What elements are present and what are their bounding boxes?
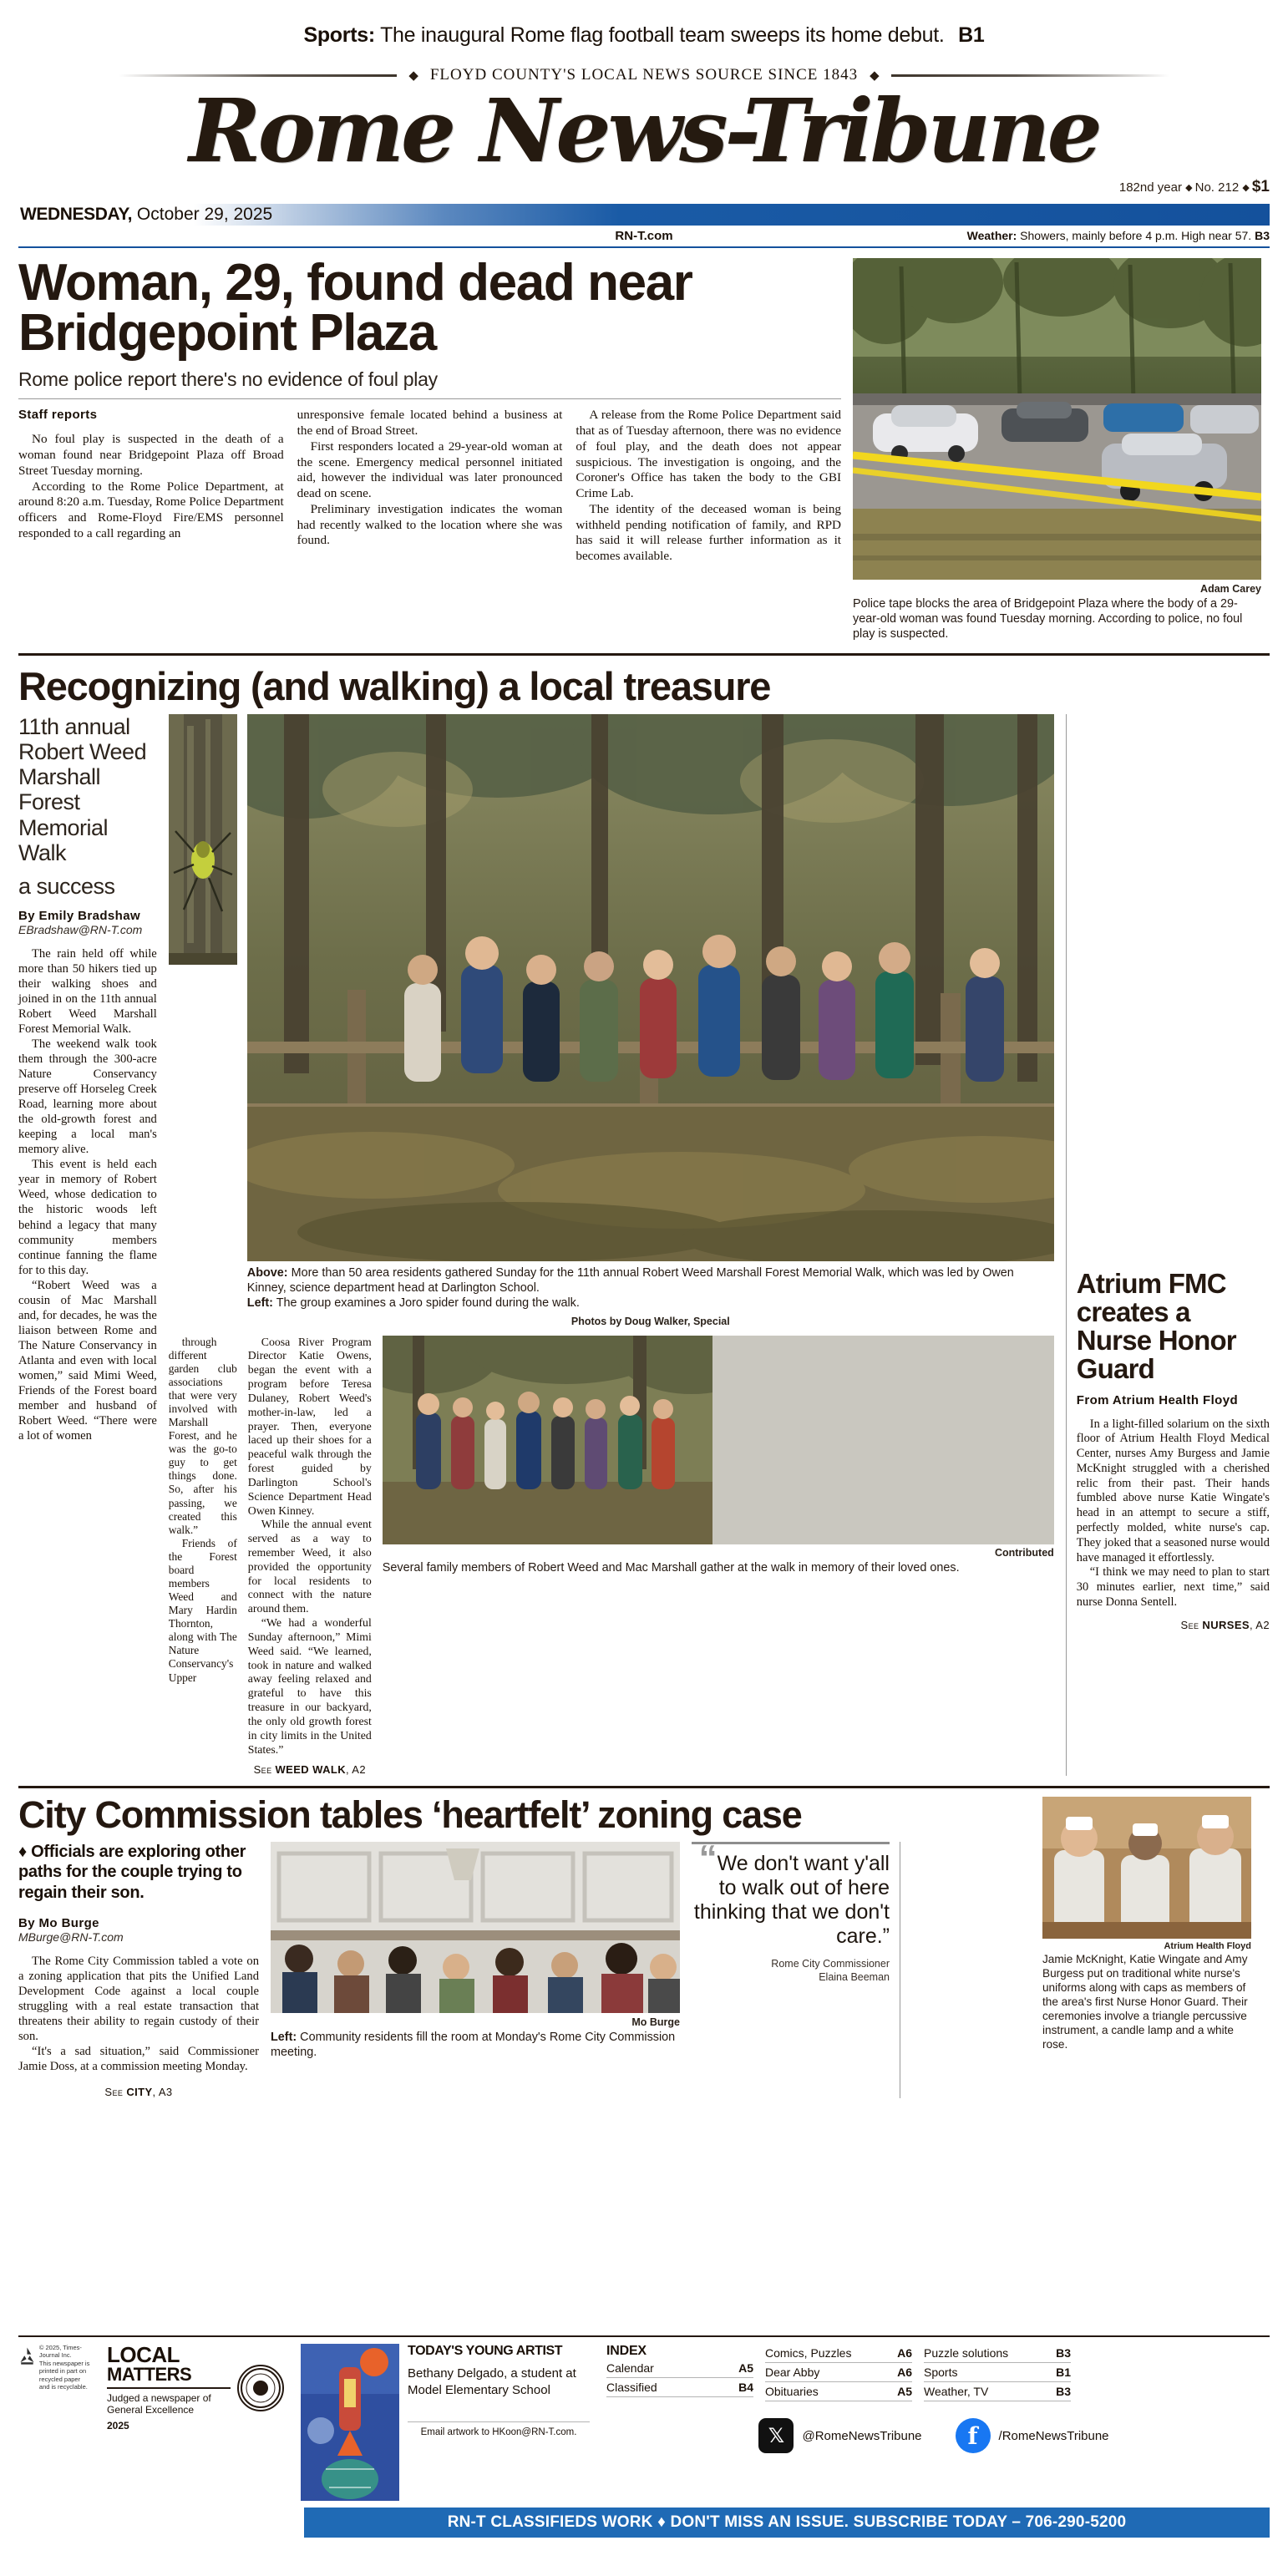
walk-lower-columns <box>169 1336 1054 1777</box>
jump-story: NURSES <box>1202 1618 1250 1631</box>
index-page: A5 <box>897 2385 912 2398</box>
lead-story-text <box>18 254 842 641</box>
jump-page: , A2 <box>1249 1618 1270 1631</box>
walk-deck: 11th annual Robert Weed Marshall Forest Memorial Walk <box>18 713 147 865</box>
diamond-icon-2: ◆ <box>1242 183 1252 193</box>
paragraph: The weekend walk took them through the 300-acre Nature Conservancy preserve off Horseleg Creek Road, learning more about the old-growth forest and keeping a local man's memory alive. <box>18 1037 157 1157</box>
city-photo-caption <box>271 2030 680 2060</box>
city-photo-credit: Mo Burge <box>631 2016 680 2029</box>
walk-col1-body <box>18 946 157 1443</box>
lead-col2-body <box>297 408 563 549</box>
promo-text: The inaugural Rome flag football team sweeps its home debut. <box>380 23 945 47</box>
slogan-text: FLOYD COUNTY'S LOCAL NEWS SOURCE SINCE 1843 <box>429 66 859 84</box>
paragraph: A release from the Rome Police Department said that as of Tuesday afternoon, there was no evidence of foul play, and the death does not appear suspicious. The investigation is ongoing, and the Coroner's Office has taken the body to the GBI Crime Lab. <box>576 408 842 501</box>
paragraph: Friends of the Forest board members Weed and Mary Hardin Thornton, along with The Nature Conservancy's Upper <box>168 1536 237 1684</box>
lead-headline[interactable]: Woman, 29, found dead near Bridgepoint Plaza <box>18 254 692 363</box>
footer-copyright-block <box>18 2344 99 2501</box>
walk-story <box>18 714 1270 1777</box>
local-matters-year: 2025 <box>107 2419 129 2431</box>
paragraph: No foul play is suspected in the death of a woman found near Bridgepoint Plaza off Broad Street Tuesday morning. <box>18 432 284 478</box>
paragraph: Preliminary investigation indicates the woman had recently walked to the location where she was found. <box>297 501 563 548</box>
walk-main-photo <box>247 714 1054 1261</box>
info-bar-wrap <box>18 226 1270 248</box>
walk-jumpline[interactable] <box>248 1763 372 1776</box>
quote-mark-icon: “ <box>698 1838 718 1879</box>
city-caption-text: Community residents fill the room at Monday's Rome City Commission meeting. <box>271 2031 676 2060</box>
index-page: A6 <box>897 2366 912 2379</box>
walk-email[interactable]: EBradshaw@RN-T.com <box>18 923 143 937</box>
footer-top <box>18 2335 1270 2501</box>
index-row[interactable] <box>924 2363 1071 2382</box>
x-icon: 𝕏 <box>758 2418 794 2453</box>
index-col-2 <box>765 2344 912 2401</box>
x-handle: @RomeNewsTribune <box>802 2428 922 2443</box>
paragraph: While the annual event served as a way to remember Weed, it also provided the opportunity for local residents to connect with the nature around them. <box>247 1518 372 1615</box>
walk-main-photo-graphic <box>247 714 1054 1261</box>
walk-main-photo-wrap <box>247 714 1054 1327</box>
index-label: Classified <box>606 2381 657 2394</box>
volume-year: 182nd year <box>1118 180 1182 195</box>
nurse-byline: From Atrium Health Floyd <box>1076 1392 1239 1407</box>
nurse-body <box>1077 1417 1270 1610</box>
paragraph: “Robert Weed was a cousin of Mac Marshall and, for decades, he was the liaison between Rome and The Nature Conservancy in Atlanta and even with local women,” said Mimi Weed, Friends of the Forest board member and husband of Robert Weed. “There were a lot of women <box>18 1278 157 1443</box>
issue-number: No. 212 <box>1194 180 1240 195</box>
index-page: B4 <box>738 2381 753 2394</box>
nurse-photo-caption: Jamie McKnight, Katie Wingate and Amy Burgess put on traditional white nurse's uniforms along with caps as members of the area's first Nurse Honor Guard. Their ceremonies involve a triangle percussive instrument, a candle lamp and a white rose. <box>1042 1953 1248 2051</box>
young-artist-title: TODAY'S YOUNG ARTIST <box>408 2344 563 2358</box>
paragraph: In a light-filled solarium on the sixth floor of Atrium Health Floyd Medical Center, nurses Amy Burgess and Jamie McKnight struggled with a cherished relic from their past. Their hands fumbled above nurse Katie Wingate's head in an attempt to secure a stiff, perfectly molded, white nurse's cap. They joked that a seasoned nurse would have managed it effortlessly. <box>1076 1417 1270 1564</box>
lead-photo-credit: Adam Carey <box>1200 583 1261 595</box>
index-page: B1 <box>1056 2366 1071 2379</box>
x-link[interactable] <box>758 2418 921 2453</box>
section-divider-2 <box>18 1786 1270 1788</box>
walk-photo-credit: Photos by Doug Walker, Special <box>570 1315 730 1327</box>
recycle-note-text: This newspaper is printed in part on recycled paper and is recyclable. <box>38 2359 90 2391</box>
jump-label: See <box>1180 1618 1199 1631</box>
lead-photo-block <box>853 258 1261 641</box>
nurse-photo-wrap <box>1042 1797 1251 2098</box>
info-bar <box>18 226 1270 248</box>
nurse-story <box>1066 714 1270 1777</box>
index-row[interactable] <box>924 2344 1071 2363</box>
index-row[interactable] <box>765 2382 912 2401</box>
top-promo-strip <box>18 0 1270 48</box>
city-body <box>18 1954 259 2074</box>
walk-group-photo <box>383 1336 1054 1544</box>
artwork-graphic <box>301 2344 399 2501</box>
index-row[interactable] <box>765 2344 912 2363</box>
date-full: October 29, 2025 <box>132 205 273 224</box>
caption-above-text: More than 50 area residents gathered Sunday for the 11th annual Robert Weed Marshall Forest Memorial Walk, which was led by Owen Kinney, science department head at Darlington School. <box>246 1265 1014 1295</box>
paragraph: According to the Rome Police Department, at around 8:20 a.m. Tuesday, Rome Police Department officers and Rome-Floyd Fire/EMS personnel responded to a call regarding an <box>18 479 284 540</box>
local-matters-block <box>99 2344 292 2501</box>
weather-page: B3 <box>1255 229 1270 242</box>
index-row[interactable] <box>606 2359 753 2378</box>
city-pullquote-wrap <box>692 1838 900 2098</box>
paragraph: through different garden club associations that were very involved with Marshall Forest, and he was the go-to guy to get things done. So, after his passing, we created this walk.” <box>168 1335 237 1536</box>
footer <box>18 2335 1270 2538</box>
pullquote-rule <box>692 1842 890 1844</box>
young-artist-artwork <box>301 2344 399 2501</box>
index-row[interactable] <box>606 2378 753 2397</box>
city-story <box>18 1793 1270 2099</box>
walk-col2 <box>169 1336 237 1777</box>
spider-photo-graphic <box>169 714 237 965</box>
date-weekday: WEDNESDAY, <box>20 205 133 224</box>
group-photo-credit: Contributed <box>994 1546 1054 1559</box>
index-page: A6 <box>897 2346 912 2360</box>
walk-left-column <box>18 714 157 1777</box>
copyright-text: © 2025, Times-Journal Inc. <box>38 2344 82 2360</box>
city-text-column <box>18 1842 259 2098</box>
facebook-icon: f <box>956 2418 991 2453</box>
nurse-photo-graphic <box>1042 1797 1251 1939</box>
index-row[interactable] <box>765 2363 912 2382</box>
footer-recycle-note <box>39 2344 90 2391</box>
walk-col3 <box>248 1336 372 1777</box>
city-bullet-deck: ♦ Officials are exploring other paths for the couple trying to regain their son. <box>18 1843 246 1902</box>
index-title: INDEX <box>606 2344 647 2358</box>
city-pullquote <box>692 1838 890 1949</box>
nurse-photo-credit: Atrium Health Floyd <box>1164 1941 1251 1952</box>
weather-text: Showers, mainly before 4 p.m. High near 57. <box>1017 229 1255 242</box>
group-photo-graphic <box>383 1336 712 1544</box>
spider-photo <box>169 714 237 965</box>
nurse-headline[interactable]: Atrium FMC creates a Nurse Honor Guard <box>1076 1267 1236 1384</box>
index-label: Comics, Puzzles <box>765 2346 852 2360</box>
index-page: A5 <box>738 2361 753 2375</box>
nurse-photo <box>1042 1797 1251 1939</box>
index-page: B3 <box>1056 2346 1071 2360</box>
group-photo-caption: Several family members of Robert Weed and Mac Marshall gather at the walk in memory of their loved ones. <box>382 1560 960 1575</box>
lead-deck: Rome police report there's no evidence of foul play <box>18 368 841 399</box>
young-artist-email-note[interactable]: Email artwork to HKoon@RN-T.com. <box>420 2426 577 2437</box>
award-seal-icon <box>237 2365 284 2411</box>
paragraph: Coosa River Program Director Katie Owens, began the event with a program before Teresa Dulaney, Robert Weed's mother-in-law, led a prayer. Then, everyone laced up their shoes for a peaceful walk through the forest guided by Darlington School's Science Department Head Owen Kinney. <box>247 1335 372 1517</box>
paragraph: “We had a wonderful Sunday afternoon,” Mimi Weed said. “We learned, took in nature and walked away feeling relaxed and grateful to have this treasure in our backyard, the only old growth forest in city limits in the United States.” <box>247 1616 372 1756</box>
paragraph: unresponsive female located behind a business at the end of Broad Street. <box>297 408 563 439</box>
subscribe-banner[interactable]: RN-T CLASSIFIEDS WORK ♦ DON'T MISS AN ISSUE. SUBSCRIBE TODAY – 706-290-5200 <box>304 2508 1270 2538</box>
young-artist-block <box>292 2344 598 2501</box>
jump-story: CITY <box>126 2086 153 2099</box>
pullquote-title: Rome City Commissioner <box>771 1958 890 1970</box>
lead-col3-body <box>576 408 841 565</box>
price: $1 <box>1251 178 1270 195</box>
city-photo-wrap <box>271 1842 680 2098</box>
lead-column-2 <box>297 408 563 565</box>
young-artist-school: Model Elementary School <box>408 2383 550 2398</box>
city-photo-graphic <box>271 1842 680 2013</box>
pullquote-name: Elaina Beeman <box>819 1971 890 1984</box>
jump-label: See <box>253 1763 272 1777</box>
index-col-3 <box>924 2344 1071 2401</box>
city-email[interactable]: MBurge@RN-T.com <box>18 1930 124 1945</box>
diamond-icon-right: ◆ <box>870 68 880 83</box>
lead-byline: Staff reports <box>18 408 98 423</box>
masthead-title <box>18 79 1270 182</box>
local-matters-line1: LOCAL <box>107 2342 180 2367</box>
recycle-icon <box>18 2344 36 2369</box>
social-links <box>606 2418 1261 2453</box>
promo-label: Sports: <box>303 23 375 47</box>
lead-column-1 <box>18 408 284 565</box>
slogan-rule-right <box>891 74 1169 77</box>
lead-story <box>18 254 1270 641</box>
diamond-icon: ◆ <box>1185 183 1195 193</box>
local-matters-line2: MATTERS <box>107 2364 192 2385</box>
date-bar <box>18 204 1270 226</box>
pullquote-text: We don't want y'all to walk out of here thinking that we don't care.” <box>693 1852 890 1949</box>
masthead-wordmark: Rome News-Tribune <box>189 79 1099 182</box>
website-url[interactable]: RN-T.com <box>615 229 673 243</box>
city-main <box>18 1793 1031 2099</box>
city-headline[interactable]: City Commission tables ‘heartfelt’ zoning case <box>18 1793 802 1837</box>
index-label: Obituaries <box>765 2385 819 2398</box>
index-label: Dear Abby <box>765 2366 820 2379</box>
index-label: Calendar <box>606 2361 654 2375</box>
facebook-handle: /RomeNewsTribune <box>998 2428 1109 2443</box>
paragraph: The rain held off while more than 50 hikers tied up their walking shoes and joined in on the 11th annual Robert Weed Marshall Forest Memorial Walk. <box>18 947 157 1037</box>
caption-left-label: Left: <box>246 1296 273 1310</box>
index-label: Sports <box>924 2366 958 2379</box>
walk-middle-column <box>169 714 1054 1777</box>
facebook-link[interactable] <box>956 2418 1109 2453</box>
jump-page: , A3 <box>152 2086 173 2099</box>
spider-photo-wrap <box>169 714 237 1327</box>
index-col-1 <box>606 2344 753 2401</box>
paragraph: “I think we may need to plan to start 30 minutes earlier, next time,” said nurse Donna Sentell. <box>1076 1565 1270 1609</box>
index-page: B3 <box>1056 2385 1071 2398</box>
index-label: Puzzle solutions <box>924 2346 1009 2360</box>
paragraph: The identity of the deceased woman is being withheld pending notification of family, and RPD has said it will release further information as it becomes available. <box>576 501 842 564</box>
walk-caption <box>247 1265 1054 1311</box>
caption-left-text: The group examines a Joro spider found during the walk. <box>272 1296 580 1310</box>
jump-page: , A2 <box>345 1763 366 1777</box>
paragraph: “It's a sad situation,” said Commissioner Jamie Doss, at a commission meeting Monday. <box>18 2045 259 2074</box>
index-label: Weather, TV <box>924 2385 989 2398</box>
walk-byline: By Emily Bradshaw <box>18 909 141 924</box>
caption-above-label: Above: <box>246 1265 288 1280</box>
weather-label: Weather: <box>966 229 1017 242</box>
seal-graphic <box>240 2367 281 2409</box>
lead-col1-body <box>18 432 284 541</box>
promo-page: B1 <box>958 23 985 47</box>
lead-column-3 <box>576 408 841 565</box>
local-matters-judged: Judged a newspaper of General Excellence <box>107 2392 211 2416</box>
city-caption-label: Left: <box>271 2031 297 2045</box>
lead-photo <box>853 258 1261 580</box>
city-jumpline[interactable] <box>18 2086 259 2098</box>
diamond-icon-left: ◆ <box>408 68 418 83</box>
city-photo <box>271 1842 680 2013</box>
jump-story: WEED WALK <box>275 1763 346 1777</box>
slogan-rule-left <box>119 74 397 77</box>
walk-deck-2: a success <box>18 873 115 899</box>
jump-label: See <box>104 2086 124 2099</box>
paragraph: The Rome City Commission tabled a vote on a zoning application that pits the Unified Land Development Code against a local couple struggling with a real estate transaction that threatens their ability to regain custody of their son. <box>18 1955 259 2044</box>
pullquote-attribution <box>692 1957 890 1985</box>
nurse-jumpline[interactable] <box>1077 1619 1270 1631</box>
lead-columns <box>18 408 841 565</box>
paragraph: This event is held each year in memory of Robert Weed, whose dedication to the historic woods left behind a legacy that many community members continue fanning the flame for to this day. <box>18 1158 157 1277</box>
lead-photo-graphic <box>853 258 1261 580</box>
walk-group-photo-wrap <box>383 1336 1054 1777</box>
lead-photo-caption: Police tape blocks the area of Bridgepoint Plaza where the body of a 29-year-old woman was found Tuesday morning. According to police, no foul play is suspected. <box>853 597 1243 641</box>
young-artist-name: Bethany Delgado, a student at <box>408 2366 576 2381</box>
paragraph: First responders located a 29-year-old woman at the scene. Emergency medical personnel initiated aid, however the individual was later pronounced dead on scene. <box>297 439 563 501</box>
index-block <box>598 2344 1270 2501</box>
section-divider-1 <box>18 653 1270 656</box>
index-row[interactable] <box>924 2382 1071 2401</box>
city-byline: By Mo Burge <box>18 1916 99 1931</box>
walk-headline[interactable]: Recognizing (and walking) a local treasure <box>18 664 771 708</box>
